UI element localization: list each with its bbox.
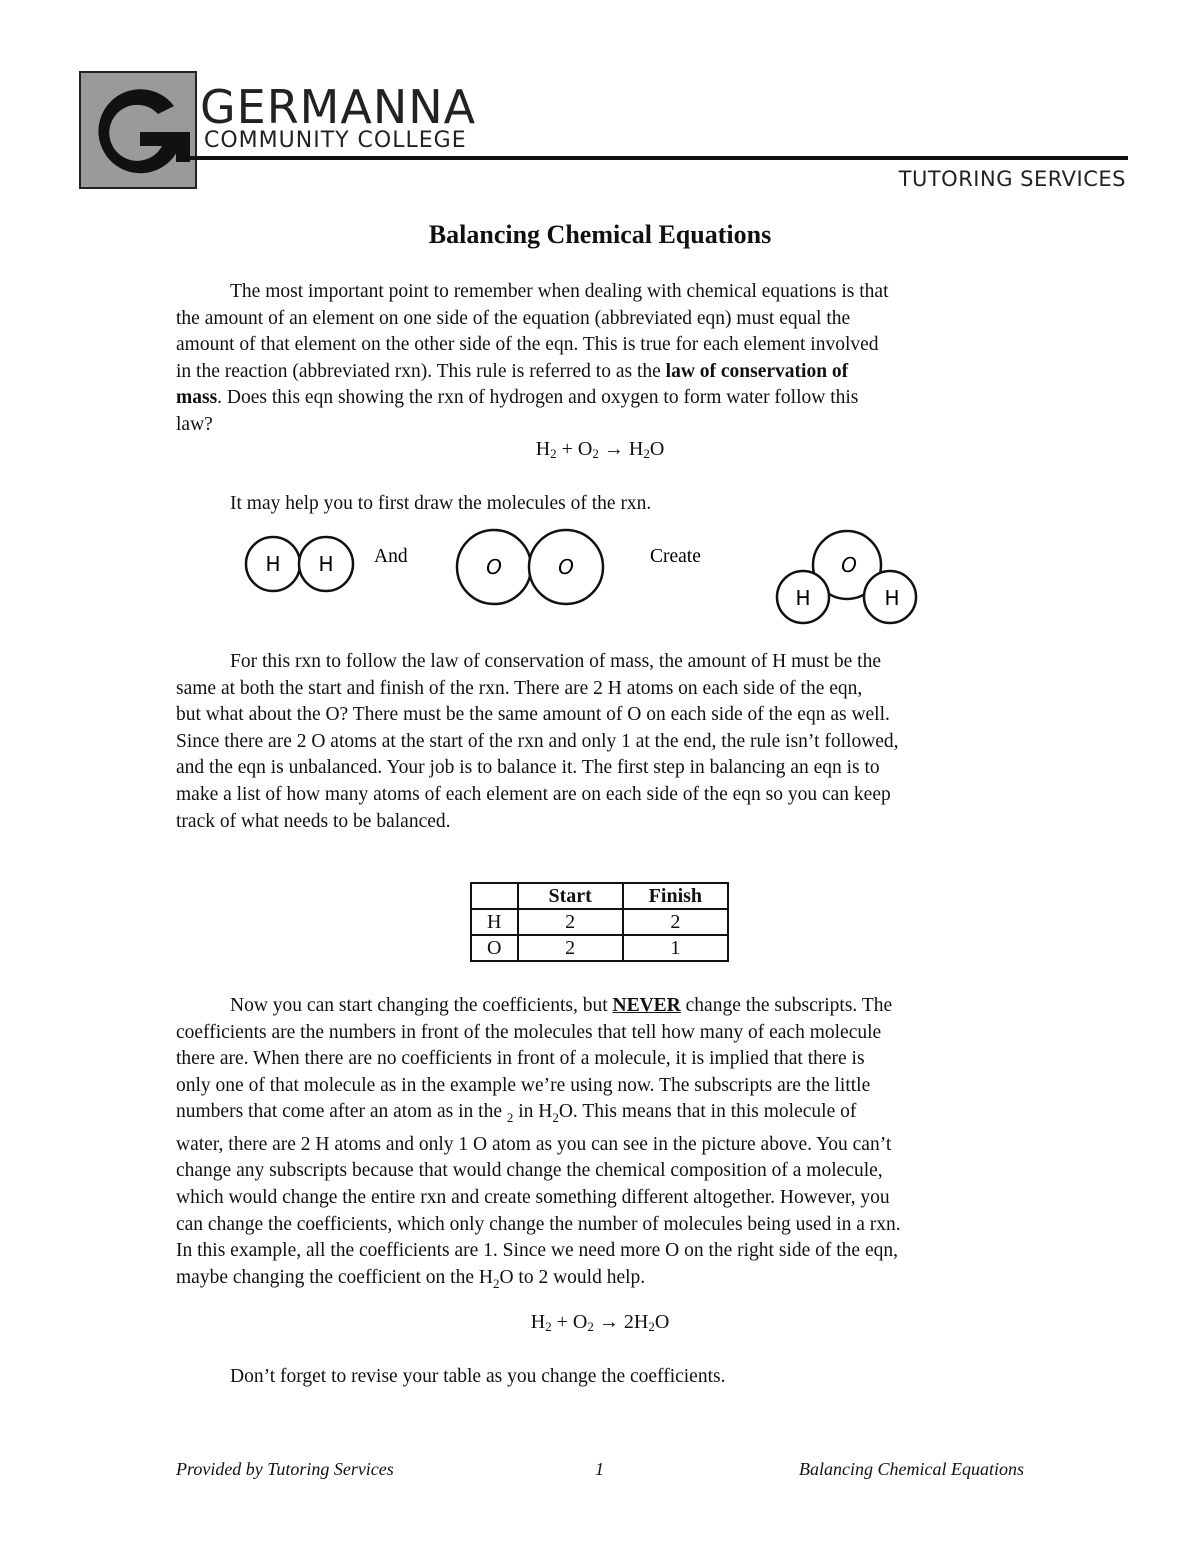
- atom-label: H: [265, 552, 281, 576]
- table-row: [471, 935, 728, 961]
- paragraph-line: which would change the entire rxn and create something different altogether. However, you: [176, 1187, 890, 1209]
- paragraph-line: and the eqn is unbalanced. Your job is to balance it. The first step in balancing an eqn is to: [176, 757, 880, 779]
- paragraph-line: water, there are 2 H atoms and only 1 O atom as you can see in the picture above. You can’t: [176, 1133, 892, 1155]
- table-cell: 1: [623, 935, 728, 961]
- paragraph-line: can change the coefficients, which only change the number of molecules being used in a rxn.: [176, 1213, 901, 1235]
- table-cell: O: [471, 935, 518, 961]
- intro-paragraph: [176, 279, 1036, 439]
- paragraph-line: The most important point to remember when dealing with chemical equations is that: [230, 281, 889, 302]
- atom-label: H: [795, 586, 811, 610]
- paragraph-line: For this rxn to follow the law of conservation of mass, the amount of H must be the: [230, 651, 881, 672]
- water-molecule: [777, 531, 916, 623]
- atom-label: O: [486, 555, 502, 579]
- never-emphasis: NEVER: [612, 995, 681, 1016]
- table-header: Start: [518, 883, 623, 909]
- logo-subtitle: COMMUNITY COLLEGE: [204, 128, 467, 153]
- and-label: And: [374, 546, 408, 567]
- paragraph-line: only one of that molecule as in the example we’re using now. The subscripts are the little: [176, 1074, 871, 1096]
- atom-count-table: [470, 882, 729, 962]
- logo-title: GERMANNA: [200, 80, 477, 134]
- law-term: law of conservation of: [665, 360, 849, 382]
- paragraph-line: the amount of an element on one side of the equation (abbreviated eqn) must equal the: [176, 307, 851, 329]
- college-logo: [78, 70, 198, 190]
- footer-left: Provided by Tutoring Services: [176, 1459, 394, 1479]
- paragraph-line: Since there are 2 O atoms at the start of the rxn and only 1 at the end, the rule isn’t followed,: [176, 730, 899, 752]
- header-rule: [190, 156, 1128, 160]
- paragraph-line: in the reaction (abbreviated rxn). This rule is referred to as the law of conservation of: [176, 360, 849, 382]
- conservation-paragraph: [176, 649, 1036, 835]
- page-number: 1: [595, 1459, 604, 1479]
- page-title: Balancing Chemical Equations: [428, 220, 772, 249]
- table-header-row: [471, 883, 728, 909]
- paragraph-line: same at both the start and finish of the rxn. There are 2 H atoms on each side of the eqn,: [176, 677, 863, 699]
- paragraph-line: track of what needs to be balanced.: [176, 810, 451, 832]
- paragraph-line: mass. Does this eqn showing the rxn of hydrogen and oxygen to form water follow this: [176, 387, 859, 409]
- draw-molecules-paragraph: [176, 491, 1036, 518]
- paragraph-line: law?: [176, 413, 213, 435]
- paragraph-line: Now you can start changing the coefficients, but NEVER change the subscripts. The: [230, 995, 893, 1016]
- coefficients-paragraph: [176, 993, 1036, 1297]
- paragraph-line: Don’t forget to revise your table as you change the coefficients.: [230, 1366, 726, 1387]
- paragraph-line: change any subscripts because that would change the chemical composition of a molecule,: [176, 1160, 883, 1182]
- law-term-end: mass: [176, 387, 218, 409]
- paragraph-line: amount of that element on the other side of the eqn. This is true for each element involved: [176, 334, 879, 356]
- footer-right: Balancing Chemical Equations: [799, 1459, 1024, 1479]
- hydrogen-molecule: [246, 537, 353, 591]
- atom-label: H: [318, 552, 334, 576]
- paragraph-line: maybe changing the coefficient on the $H_2O$ to 2 would help.: [176, 1266, 646, 1291]
- paragraph-line: In this example, all the coefficients are 1. Since we need more O on the right side of the eqn,: [176, 1240, 898, 1262]
- create-label: Create: [650, 546, 701, 567]
- paragraph-line: but what about the O? There must be the same amount of O on each side of the eqn as well.: [176, 704, 890, 726]
- table-row: [471, 909, 728, 935]
- paragraph-line: make a list of how many atoms of each element are on each side of the eqn so you can keep: [176, 783, 891, 805]
- paragraph-line: numbers that come after an atom as in the $_2$ in $H_2O$. This means that in this molecule of: [176, 1101, 857, 1126]
- atom-label: O: [841, 553, 857, 577]
- molecule-diagram: [0, 520, 1200, 630]
- logo-g-mark-icon: [78, 70, 198, 190]
- paragraph-line: coefficients are the numbers in front of the molecules that tell how many of each molecule: [176, 1021, 882, 1043]
- equation-unbalanced: $H_2 + O_2 \to H_2O$: [535, 438, 665, 461]
- paragraph-line: there are. When there are no coefficients in front of a molecule, it is implied that there is: [176, 1048, 865, 1070]
- table-header: Finish: [623, 883, 728, 909]
- equation-revised: $H_2 + O_2 \to 2H_2O$: [530, 1311, 670, 1334]
- paragraph-line: It may help you to first draw the molecules of the rxn.: [230, 493, 652, 514]
- atom-label: H: [884, 586, 900, 610]
- oxygen-molecule: [457, 530, 603, 604]
- table-cell: 2: [518, 935, 623, 961]
- department-label: TUTORING SERVICES: [898, 167, 1126, 191]
- table-cell: 2: [518, 909, 623, 935]
- table-cell: H: [471, 909, 518, 935]
- atom-label: O: [558, 555, 574, 579]
- table-header: [471, 883, 518, 909]
- table-cell: 2: [623, 909, 728, 935]
- revise-table-paragraph: [176, 1364, 1036, 1391]
